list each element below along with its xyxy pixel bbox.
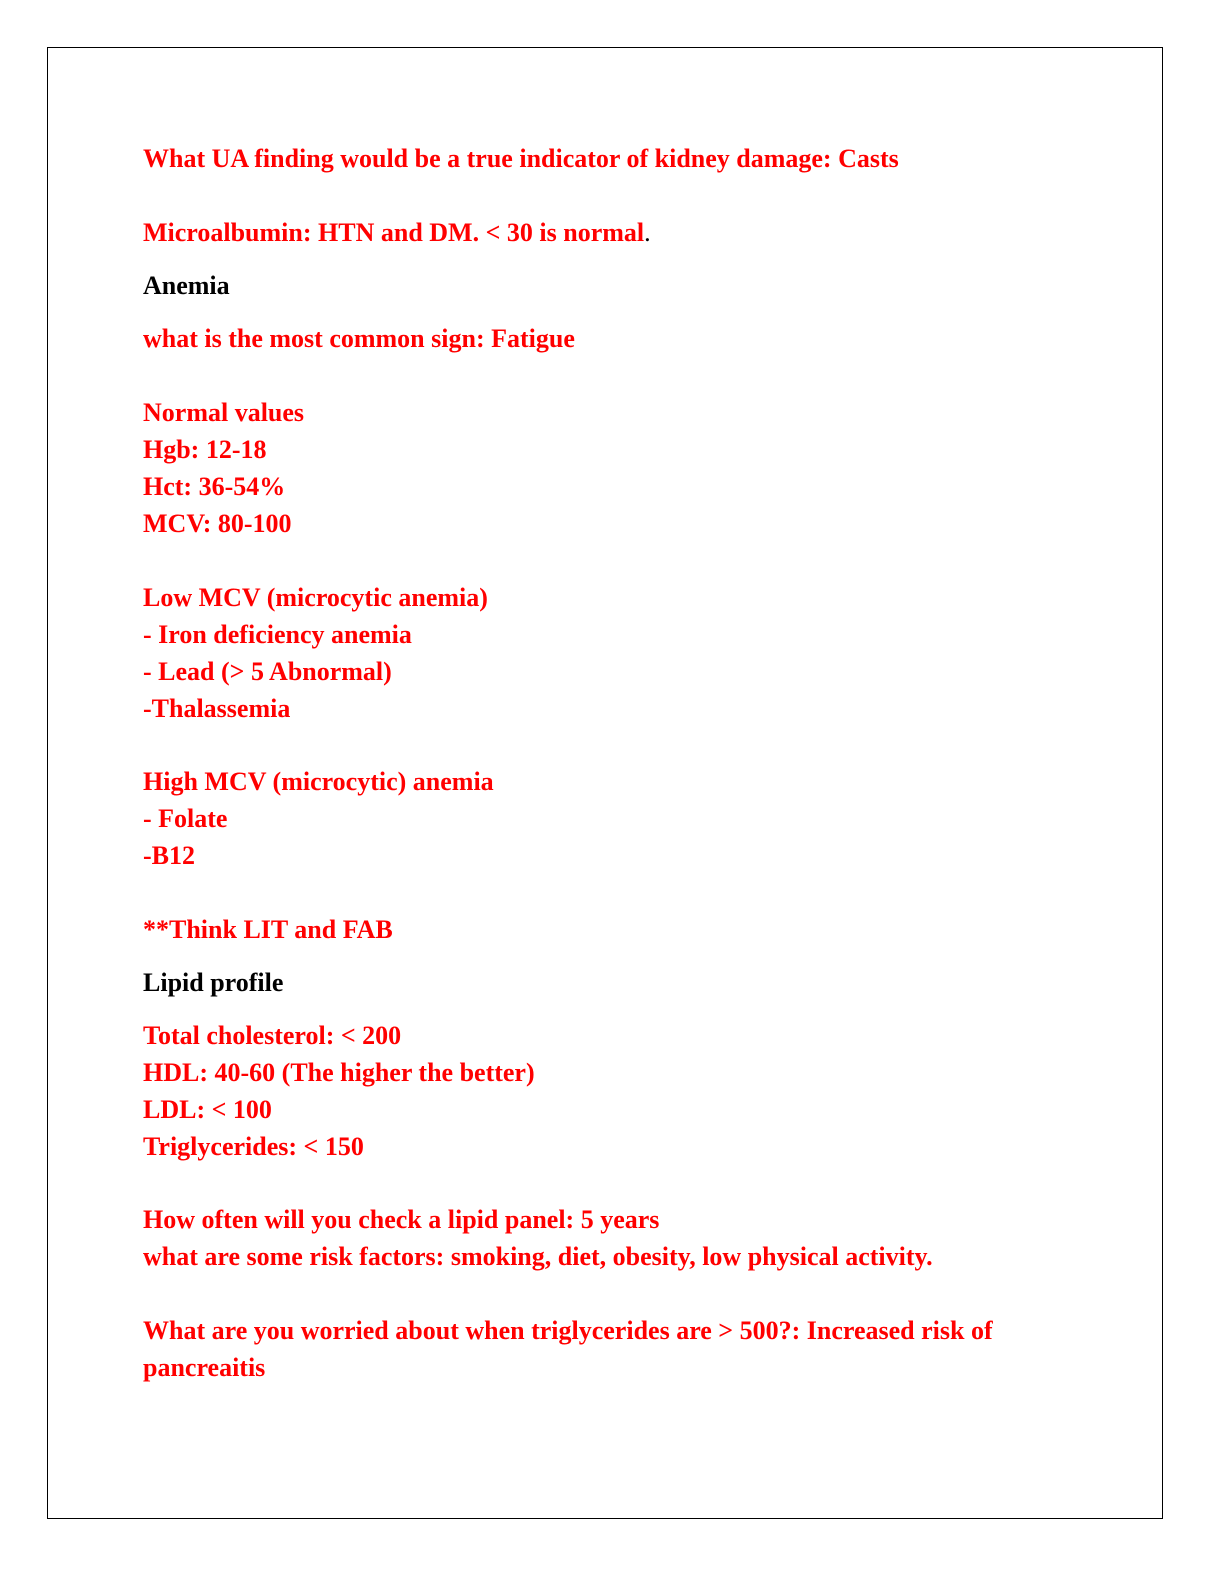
anemia-heading: Anemia — [143, 271, 230, 300]
think-line: **Think LIT and FAB — [143, 915, 393, 944]
worried-line-2: pancreaitis — [143, 1353, 266, 1382]
lipid-profile-heading: Lipid profile — [143, 968, 284, 997]
normal-values-heading: Normal values — [143, 398, 305, 427]
common-sign-line: what is the most common sign: Fatigue — [143, 324, 575, 353]
risk-factors-line: what are some risk factors: smoking, diet, obesity, low physical activity. — [143, 1242, 933, 1271]
microalbumin-line — [143, 218, 651, 248]
microalbumin-period: . — [644, 218, 651, 247]
total-cholesterol-line: Total cholesterol: < 200 — [143, 1021, 402, 1050]
iron-deficiency-line: - Iron deficiency anemia — [143, 620, 412, 649]
high-mcv-heading: High MCV (microcytic) anemia — [143, 767, 494, 796]
triglycerides-line: Triglycerides: < 150 — [143, 1132, 364, 1161]
microalbumin-text: Microalbumin: HTN and DM. < 30 is normal — [143, 218, 645, 247]
hgb-line: Hgb: 12-18 — [143, 435, 267, 464]
low-mcv-heading: Low MCV (microcytic anemia) — [143, 583, 488, 612]
hdl-line: HDL: 40-60 (The higher the better) — [143, 1058, 535, 1087]
mcv-line: MCV: 80-100 — [143, 509, 292, 538]
thalassemia-line: -Thalassemia — [143, 694, 291, 723]
how-often-line: How often will you check a lipid panel: 5 years — [143, 1205, 660, 1234]
worried-line-1: What are you worried about when triglycerides are > 500?: Increased risk of — [143, 1316, 993, 1345]
b12-line: -B12 — [143, 841, 195, 870]
ua-finding-line: What UA finding would be a true indicator of kidney damage: Casts — [143, 144, 899, 173]
lead-line: - Lead (> 5 Abnormal) — [143, 657, 392, 686]
folate-line: - Folate — [143, 804, 228, 833]
hct-line: Hct: 36-54% — [143, 472, 286, 501]
ldl-line: LDL: < 100 — [143, 1095, 272, 1124]
